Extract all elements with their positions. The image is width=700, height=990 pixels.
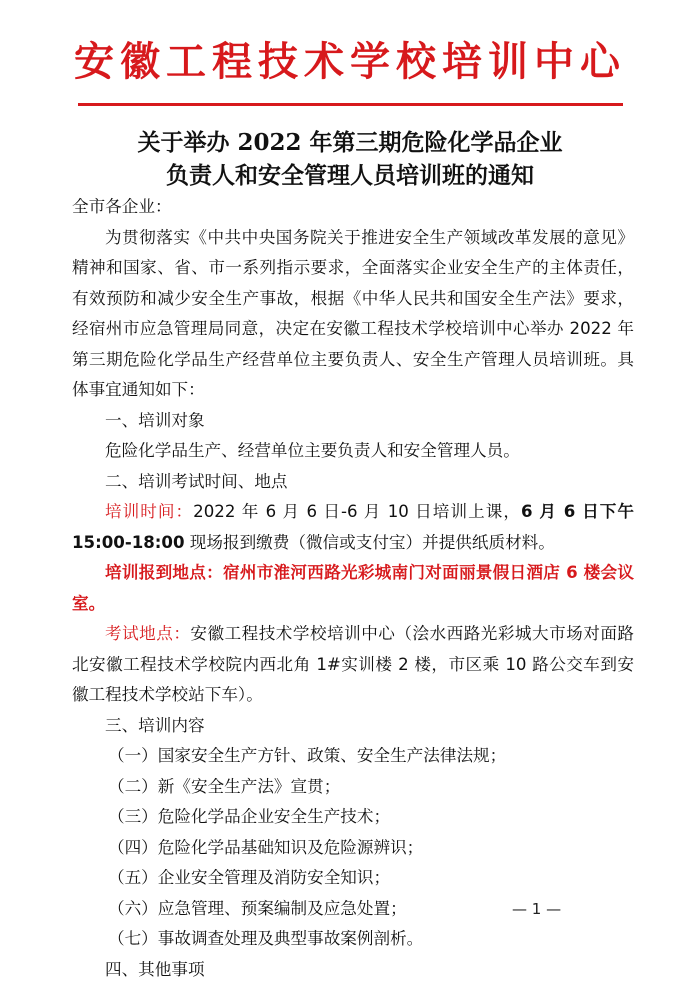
registration-note: 现场报到缴费（微信或支付宝）并提供纸质材料。 bbox=[184, 532, 555, 552]
exam-location-paragraph bbox=[72, 619, 634, 711]
section-1-text: 危险化学品生产、经营单位主要负责人和安全管理人员。 bbox=[105, 441, 520, 460]
letterhead-red-rule bbox=[78, 103, 623, 106]
content-item-3: （三）危险化学品企业安全生产技术； bbox=[108, 807, 391, 826]
intro-paragraph: 为贯彻落实《中共中央国务院关于推进安全生产领域改革发展的意见》精神和国家、省、市一系列指示要求，全面落实企业安全生产的主体责任，有效预防和减少安全生产事故，根据《中华人民共和国安全生产法》要求，经宿州市应急管理局同意，决定在安徽工程技术学校培训中心举办 2022 年第三期危险化学品生产经营单位主要负责人、安全生产管理人员培训班。具体事宜通知如下： bbox=[72, 227, 634, 399]
section-1-heading: 一、培训对象 bbox=[105, 410, 205, 430]
section-4-heading: 四、其他事项 bbox=[105, 959, 205, 979]
content-item-7: （七）事故调查处理及典型事故案例剖析。 bbox=[108, 929, 424, 948]
content-item-1: （一）国家安全生产方针、政策、安全生产法律法规； bbox=[108, 746, 507, 765]
notice-title-line-1: 关于举办 2022 年第三期危险化学品企业 bbox=[137, 129, 563, 156]
salutation: 全市各企业： bbox=[72, 197, 172, 216]
page-number: — 1 — bbox=[512, 900, 562, 918]
letterhead-org-name: 安徽工程技术学校培训中心 bbox=[74, 38, 626, 85]
content-item-2: （二）新《安全生产法》宣贯； bbox=[108, 776, 341, 796]
content-item-6: （六）应急管理、预案编制及应急处置； bbox=[108, 898, 407, 918]
registration-venue: 培训报到地点：宿州市淮河西路光彩城南门对面丽景假日酒店 6 楼会议室。 bbox=[72, 563, 634, 613]
content-item-5: （五）企业安全管理及消防安全知识； bbox=[108, 868, 391, 887]
notice-body bbox=[72, 192, 634, 985]
exam-location-label: 考试地点： bbox=[105, 624, 191, 643]
exam-location-text: 安徽工程技术学校培训中心（浍水西路光彩城大市场对面路北安徽工程技术学校院内西北角 1#实训楼 2 楼，市区乘 10 路公交车到安徽工程技术学校站下车）。 bbox=[72, 624, 635, 704]
notice-title-line-2: 负责人和安全管理人员培训班的通知 bbox=[166, 162, 534, 189]
training-time-paragraph bbox=[72, 497, 634, 558]
section-3-heading: 三、培训内容 bbox=[105, 715, 205, 735]
training-time-label: 培训时间： bbox=[105, 502, 194, 521]
content-item-4: （四）危险化学品基础知识及危险源辨识； bbox=[108, 837, 424, 857]
registration-time: 6 月 6 日下午 15:00-18:00 bbox=[72, 502, 634, 552]
section-2-heading: 二、培训考试时间、地点 bbox=[105, 471, 288, 491]
training-time-text: 2022 年 6 月 6 日-6 月 10 日培训上课， bbox=[193, 502, 521, 521]
